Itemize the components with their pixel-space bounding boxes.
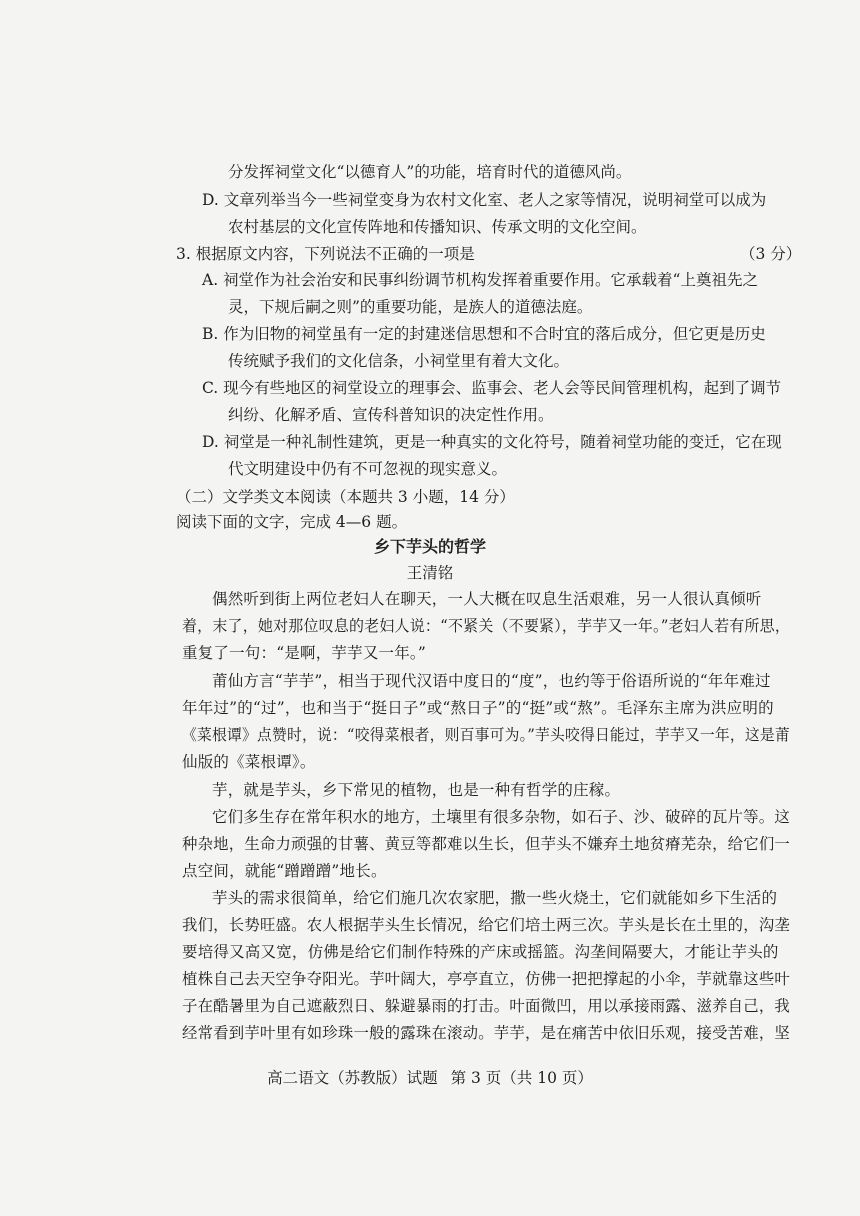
page-footer bbox=[0, 1068, 860, 1088]
article-line: 点空间，就能“蹭蹭蹭”地长。 bbox=[182, 862, 387, 880]
article-line: 我们，长势旺盛。农人根据芋头生长情况，给它们培土两三次。芋头是长在土里的，沟垄 bbox=[182, 916, 791, 934]
q3-stem: 3. 根据原文内容，下列说法不正确的一项是 bbox=[176, 245, 475, 263]
article-line: 偶然听到街上两位老妇人在聊天，一人大概在叹息生活艰难，另一人很认真倾听 bbox=[212, 590, 762, 608]
article-line: 经常看到芋叶里有如珍珠一般的露珠在滚动。芋芋，是在痛苦中依旧乐观，接受苦难，坚 bbox=[182, 1024, 791, 1042]
article-line: 年年过”的“过”，也和当于“挺日子”或“熬日子”的“挺”或“熬”。毛泽东主席为洪应明的 bbox=[182, 699, 774, 717]
article-author: 王清铭 bbox=[406, 564, 454, 582]
article-title: 乡下芋头的哲学 bbox=[373, 537, 486, 556]
article-line: 植株自己去天空争夺阳光。芋叶阔大，亭亭直立，仿佛一把把撑起的小伞，芋就靠这些叶 bbox=[182, 970, 791, 988]
article-line: 芋，就是芋头，乡下常见的植物，也是一种有哲学的庄稼。 bbox=[212, 781, 621, 799]
q3-option-c: C. 现今有些地区的祠堂设立的理事会、监事会、老人会等民间管理机构，起到了调节 bbox=[202, 379, 782, 397]
q3-option-a: A. 祠堂作为社会治安和民事纠纷调节机构发挥着重要作用。它承载着“上奠祖先之 bbox=[202, 271, 758, 289]
article-line: 种杂地，生命力顽强的甘薯、黄豆等都难以生长，但芋头不嫌弃土地贫瘠芜杂，给它们一 bbox=[182, 835, 791, 853]
q3-option-c-continuation: 纠纷、化解矛盾、宣传科普知识的决定性作用。 bbox=[228, 406, 554, 424]
article-line: 《菜根谭》点赞时，说：“咬得菜根者，则百事可为。”芋头咬得日能过，芋芋又一年，这是莆 bbox=[182, 726, 790, 744]
q3-score: （3 分） bbox=[740, 245, 802, 263]
article-line: 着，末了，她对那位叹息的老妇人说：“不紧关（不要紧），芋芋又一年。”老妇人若有所思， bbox=[182, 617, 791, 635]
footer-subject: 高二语文（苏教版）试题 bbox=[267, 1069, 438, 1087]
article-line: 仙版的《菜根谭》。 bbox=[182, 753, 316, 771]
q3-option-b: B. 作为旧物的祠堂虽有一定的封建迷信思想和不合时宜的落后成分，但它更是历史 bbox=[202, 325, 766, 343]
q2-option-d-continuation: 农村基层的文化宣传阵地和传播知识、传承文明的文化空间。 bbox=[228, 218, 647, 236]
article-line: 要培得又高又宽，仿佛是给它们制作特殊的产床或摇篮。沟垄间隔要大，才能让芋头的 bbox=[182, 943, 779, 961]
article-line: 芋头的需求很简单，给它们施几次农家肥，撒一些火烧土，它们就能如乡下生活的 bbox=[212, 889, 778, 907]
q3-option-b-continuation: 传统赋予我们的文化信条，小祠堂里有着大文化。 bbox=[228, 352, 570, 370]
q3-option-d-continuation: 代文明建设中仍有不可忽视的现实意义。 bbox=[228, 460, 508, 478]
q2-option-c-continuation: 分发挥祠堂文化“以德育人”的功能，培育时代的道德风尚。 bbox=[228, 163, 632, 181]
q3-option-d: D. 祠堂是一种礼制性建筑，更是一种真实的文化符号，随着祠堂功能的变迁，它在现 bbox=[202, 433, 782, 451]
article-line: 子在酷暑里为自己遮蔽烈日、躲避暴雨的打击。叶面微凹，用以承接雨露、滋养自己，我 bbox=[182, 997, 791, 1015]
article-line: 莆仙方言“芋芋”，相当于现代汉语中度日的“度”，也约等于俗语所说的“年年难过 bbox=[212, 672, 771, 690]
section-instruction: 阅读下面的文字，完成 4—6 题。 bbox=[176, 513, 408, 531]
q2-option-d: D. 文章列举当今一些祠堂变身为农村文化室、老人之家等情况，说明祠堂可以成为 bbox=[202, 191, 767, 209]
q3-option-a-continuation: 灵，下规后嗣之则”的重要功能，是族人的道德法庭。 bbox=[228, 298, 593, 316]
article-line: 它们多生存在常年积水的地方，土壤里有很多杂物，如石子、沙、破碎的瓦片等。这 bbox=[212, 808, 791, 826]
article-line: 重复了一句：“是啊，芋芋又一年。” bbox=[182, 644, 426, 662]
footer-page-number: 第 3 页（共 10 页） bbox=[450, 1069, 593, 1087]
section-heading: （二）文学类文本阅读（本题共 3 小题，14 分） bbox=[176, 488, 515, 506]
